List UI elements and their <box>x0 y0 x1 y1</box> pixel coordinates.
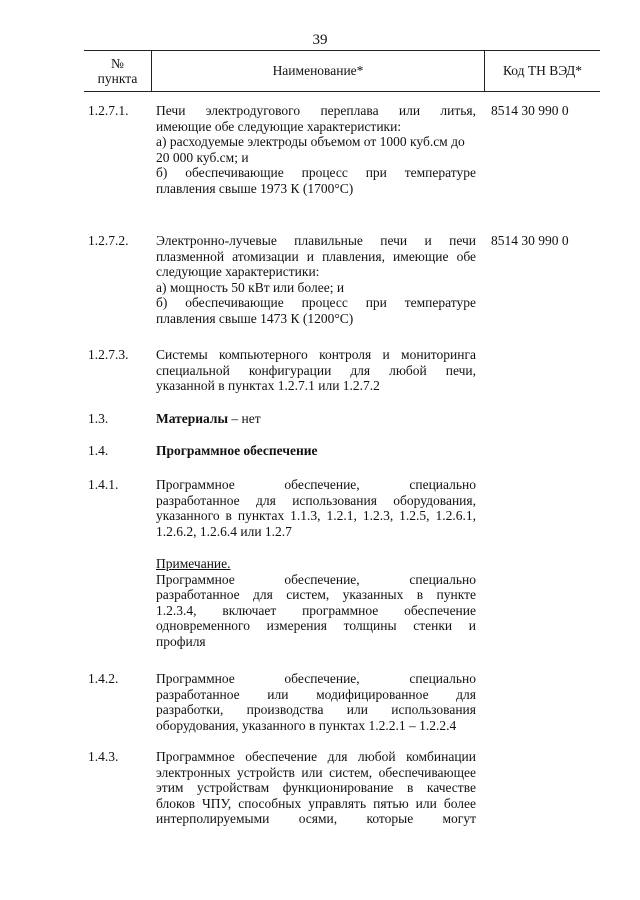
entry-number: 1.2.7.2. <box>88 233 129 248</box>
entry-line: этим устройствам функционирование в качестве <box>156 780 476 795</box>
entry-number: 1.4.1. <box>88 477 119 492</box>
entry-text <box>156 103 476 196</box>
entry-number: 1.3. <box>88 411 109 426</box>
note-line: профиля <box>156 633 206 649</box>
spacer <box>156 539 476 556</box>
header-number-line2: пункта <box>97 71 138 86</box>
entry-number: 1.4.3. <box>88 749 119 764</box>
entry-number: 1.4. <box>88 443 109 458</box>
entry-line: специальной конфигурации для любой печи, <box>156 362 476 378</box>
note-line: Программное обеспечение, специально <box>156 571 476 587</box>
entry-line: б) обеспечивающие процесс при температуре <box>156 295 476 310</box>
entry-line: плазменной атомизации и плавления, имеющие обе <box>156 248 476 264</box>
entry-line: имеющие обе следующие характеристики: <box>156 118 402 134</box>
entry-line: плавления свыше 1973 К (1700°С) <box>156 180 354 196</box>
note-line: 1.2.3.4, включает программное обеспечение <box>156 602 476 618</box>
entry-number: 1.2.7.3. <box>88 347 129 362</box>
entry-line: указанного в пунктах 1.1.3, 1.2.1, 1.2.3, 1.2.5, 1.2.6.1, <box>156 508 476 523</box>
entry-line: Печи электродугового переплава или литья, <box>156 103 476 118</box>
entry-text <box>156 233 476 326</box>
note-line: разработанное для систем, указанных в пункте <box>156 587 476 602</box>
entry-text <box>156 443 476 459</box>
note-line: одновременного измерения толщины стенки и <box>156 618 476 633</box>
entry-line: а) расходуемые электроды объемом от 1000 куб.см до <box>156 134 465 149</box>
entry-line: плавления свыше 1473 К (1200°С) <box>156 310 354 326</box>
section-title <box>156 411 476 427</box>
header-number-line1: № <box>111 56 124 71</box>
entry-line: Электронно-лучевые плавильные печи и печи <box>156 233 476 248</box>
entry-line: 20 000 куб.см; и <box>156 149 249 165</box>
entry-line: разработанное для использования оборудования, <box>156 492 476 508</box>
table-header <box>84 50 600 92</box>
header-code: Код ТН ВЭД* <box>502 63 583 78</box>
entry-code: 8514 30 990 0 <box>491 233 569 248</box>
entry-line: электронных устройств или систем, обеспечивающее <box>156 764 476 780</box>
section-title-bold: Материалы <box>156 411 229 426</box>
entry-line: а) мощность 50 кВт или более; и <box>156 279 345 295</box>
entry-text <box>156 411 476 427</box>
entry-line: разработки, производства или использования <box>156 702 476 717</box>
entry-number: 1.4.2. <box>88 671 119 686</box>
entry-line: Программное обеспечение, специально <box>156 477 476 492</box>
entry-number: 1.2.7.1. <box>88 103 129 118</box>
header-name: Наименование* <box>152 51 485 91</box>
entry-line: Программное обеспечение, специально <box>156 671 476 686</box>
note-label: Примечание. <box>156 556 231 571</box>
entry-line: указанной в пунктах 1.2.7.1 или 1.2.7.2 <box>156 378 380 393</box>
header-item-number <box>84 51 152 91</box>
entry-line: оборудования, указанного в пунктах 1.2.2.1 – 1.2.2.4 <box>156 717 457 733</box>
entry-code: 8514 30 990 0 <box>491 103 569 118</box>
section-title: Программное обеспечение <box>156 443 318 458</box>
entry-line: следующие характеристики: <box>156 264 320 279</box>
entry-text <box>156 347 476 394</box>
entry-line: интерполируемыми осями, которые могут <box>156 811 476 826</box>
entry-line: Системы компьютерного контроля и мониторинга <box>156 347 476 362</box>
section-title-rest: – нет <box>228 411 261 426</box>
entry-text <box>156 749 476 827</box>
entry-text <box>156 671 476 733</box>
entry-line: 1.2.6.2, 1.2.6.4 или 1.2.7 <box>156 523 292 539</box>
entry-line: блоков ЧПУ, способных управлять пятью или более <box>156 795 476 811</box>
entry-line: Программное обеспечение для любой комбинации <box>156 749 476 764</box>
entry-text <box>156 477 476 649</box>
page-number: 39 <box>312 32 328 48</box>
entry-line: б) обеспечивающие процесс при температуре <box>156 165 476 180</box>
entry-line: разработанное или модифицированное для <box>156 686 476 702</box>
